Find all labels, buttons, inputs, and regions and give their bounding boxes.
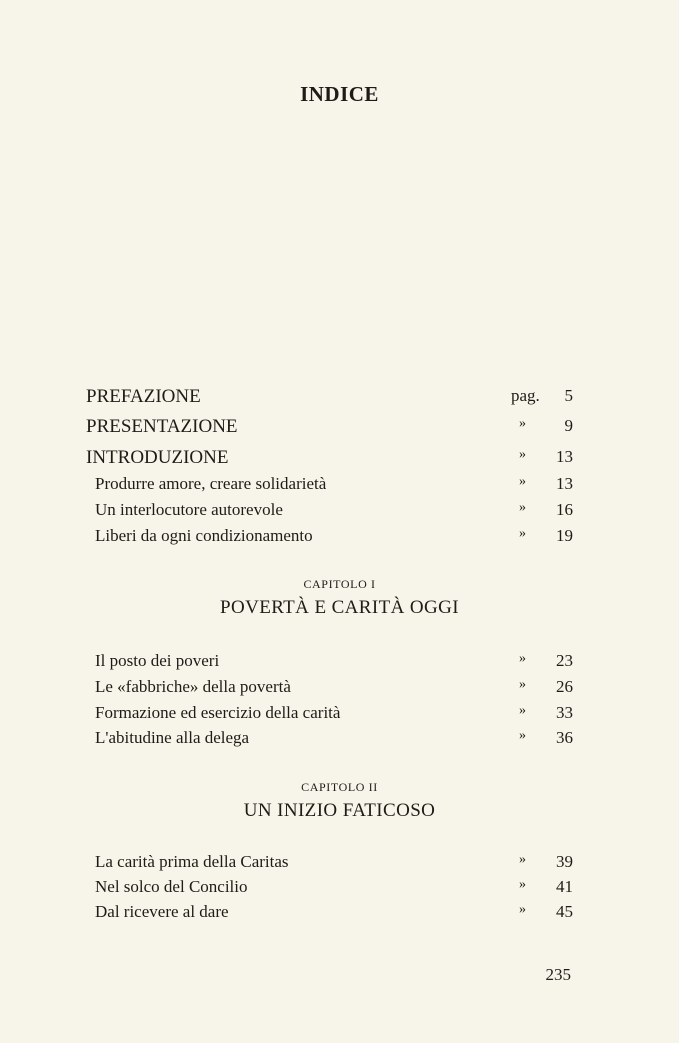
toc-entry-label: La carità prima della Caritas [95, 852, 289, 871]
chapter-label: CAPITOLO I [303, 577, 376, 591]
page-number: 235 [545, 965, 571, 984]
toc-page-number: 23 [556, 651, 573, 670]
toc-page-marker: pag. [511, 386, 540, 405]
toc-ditto-marker: » [519, 474, 526, 489]
toc-page-number: 36 [556, 728, 573, 747]
toc-entry-introduzione [0, 447, 679, 473]
toc-entry-label: PRESENTAZIONE [86, 416, 238, 437]
toc-ditto-marker: » [519, 500, 526, 515]
toc-page-number: 26 [556, 677, 573, 696]
toc-page-number: 19 [556, 526, 573, 545]
page-title: INDICE [300, 82, 379, 106]
toc-page-number: 41 [556, 877, 573, 896]
toc-entry-label: Dal ricevere al dare [95, 902, 229, 921]
toc-page-number: 16 [556, 500, 573, 519]
toc-entry-presentazione [0, 416, 679, 442]
toc-entry [0, 703, 679, 729]
toc-entry-label: INTRODUZIONE [86, 447, 229, 468]
toc-ditto-marker: » [519, 526, 526, 541]
toc-ditto-marker: » [519, 416, 526, 431]
toc-ditto-marker: » [519, 651, 526, 666]
toc-entry [0, 877, 679, 903]
toc-entry [0, 526, 679, 552]
toc-ditto-marker: » [519, 703, 526, 718]
chapter-title: POVERTÀ E CARITÀ OGGI [220, 597, 459, 618]
toc-ditto-marker: » [519, 877, 526, 892]
chapter-title: UN INIZIO FATICOSO [243, 800, 436, 821]
toc-entry [0, 902, 679, 928]
toc-entry-label: Liberi da ogni condizionamento [95, 526, 313, 545]
toc-ditto-marker: » [519, 447, 526, 462]
toc-entry-prefazione [0, 386, 679, 412]
toc-page-number: 39 [556, 852, 573, 871]
toc-entry [0, 677, 679, 703]
chapter-label: CAPITOLO II [301, 780, 378, 794]
toc-page-number: 13 [556, 447, 573, 466]
toc-ditto-marker: » [519, 852, 526, 867]
toc-entry [0, 500, 679, 526]
toc-ditto-marker: » [519, 902, 526, 917]
toc-entry [0, 852, 679, 878]
toc-entry [0, 474, 679, 500]
toc-page-number: 45 [556, 902, 573, 921]
toc-ditto-marker: » [519, 677, 526, 692]
toc-ditto-marker: » [519, 728, 526, 743]
toc-entry-label: Le «fabbriche» della povertà [95, 677, 291, 696]
toc-entry [0, 728, 679, 754]
toc-entry-label: PREFAZIONE [86, 386, 201, 407]
toc-entry [0, 651, 679, 677]
toc-entry-label: Un interlocutore autorevole [95, 500, 283, 519]
toc-entry-label: Nel solco del Concilio [95, 877, 248, 896]
toc-entry-label: Produrre amore, creare solidarietà [95, 474, 327, 493]
toc-page-number: 33 [556, 703, 573, 722]
toc-page-number: 5 [564, 386, 573, 405]
toc-entry-label: Il posto dei poveri [95, 651, 220, 670]
toc-entry-label: Formazione ed esercizio della carità [95, 703, 341, 722]
toc-page-number: 9 [564, 416, 573, 435]
toc-entry-label: L'abitudine alla delega [95, 728, 250, 747]
toc-page-number: 13 [556, 474, 573, 493]
